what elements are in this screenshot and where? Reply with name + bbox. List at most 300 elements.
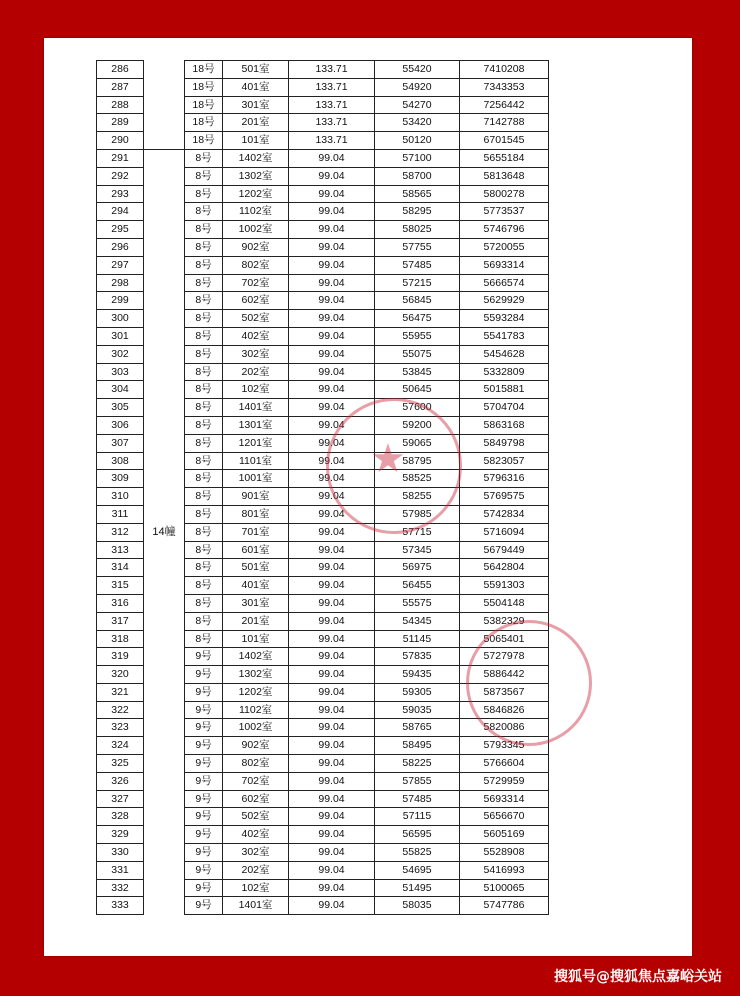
area-cell: 99.04 (289, 755, 375, 773)
unit-cell: 8号 (185, 630, 223, 648)
total-cell: 5820086 (460, 719, 549, 737)
seq-cell: 311 (97, 505, 144, 523)
room-cell: 601室 (223, 541, 289, 559)
unit-cell: 8号 (185, 149, 223, 167)
seq-cell: 290 (97, 132, 144, 150)
area-cell: 99.04 (289, 559, 375, 577)
room-cell: 401室 (223, 577, 289, 595)
unit-cell: 8号 (185, 452, 223, 470)
room-cell: 201室 (223, 612, 289, 630)
building-cell (144, 78, 185, 96)
total-cell: 5504148 (460, 594, 549, 612)
total-cell: 5727978 (460, 648, 549, 666)
area-cell: 99.04 (289, 666, 375, 684)
area-cell: 99.04 (289, 844, 375, 862)
area-cell: 133.71 (289, 96, 375, 114)
unit-cell: 8号 (185, 488, 223, 506)
area-cell: 133.71 (289, 114, 375, 132)
price-cell: 55825 (375, 844, 460, 862)
room-cell: 702室 (223, 274, 289, 292)
unit-cell: 8号 (185, 363, 223, 381)
price-cell: 57215 (375, 274, 460, 292)
unit-cell: 8号 (185, 577, 223, 595)
total-cell: 5863168 (460, 416, 549, 434)
area-cell: 99.04 (289, 167, 375, 185)
seq-cell: 293 (97, 185, 144, 203)
area-cell: 99.04 (289, 683, 375, 701)
area-cell: 99.04 (289, 737, 375, 755)
price-cell: 53845 (375, 363, 460, 381)
price-cell: 59200 (375, 416, 460, 434)
seq-cell: 307 (97, 434, 144, 452)
room-cell: 302室 (223, 345, 289, 363)
price-cell: 58495 (375, 737, 460, 755)
price-cell: 59435 (375, 666, 460, 684)
room-cell: 1402室 (223, 149, 289, 167)
seq-cell: 329 (97, 826, 144, 844)
room-cell: 701室 (223, 523, 289, 541)
total-cell: 5666574 (460, 274, 549, 292)
total-cell: 5766604 (460, 755, 549, 773)
table-row (97, 78, 549, 96)
total-cell: 5382329 (460, 612, 549, 630)
seq-cell: 320 (97, 666, 144, 684)
area-cell: 99.04 (289, 861, 375, 879)
unit-cell: 9号 (185, 701, 223, 719)
total-cell: 6701545 (460, 132, 549, 150)
seq-cell: 328 (97, 808, 144, 826)
unit-cell: 9号 (185, 737, 223, 755)
total-cell: 5454628 (460, 345, 549, 363)
area-cell: 133.71 (289, 132, 375, 150)
building-cell (144, 61, 185, 79)
room-cell: 802室 (223, 256, 289, 274)
building-cell (144, 114, 185, 132)
total-cell: 5846826 (460, 701, 549, 719)
area-cell: 133.71 (289, 78, 375, 96)
seq-cell: 317 (97, 612, 144, 630)
total-cell: 5886442 (460, 666, 549, 684)
price-cell: 54920 (375, 78, 460, 96)
watermark: 搜狐号@搜狐焦点嘉峪关站 (554, 969, 722, 985)
area-cell: 99.04 (289, 612, 375, 630)
seq-cell: 308 (97, 452, 144, 470)
price-cell: 55420 (375, 61, 460, 79)
unit-cell: 8号 (185, 203, 223, 221)
seq-cell: 312 (97, 523, 144, 541)
total-cell: 5742834 (460, 505, 549, 523)
area-cell: 99.04 (289, 327, 375, 345)
price-cell: 57715 (375, 523, 460, 541)
area-cell: 99.04 (289, 808, 375, 826)
area-cell: 99.04 (289, 826, 375, 844)
table-row (97, 96, 549, 114)
total-cell: 5773537 (460, 203, 549, 221)
room-cell: 902室 (223, 737, 289, 755)
price-cell: 58255 (375, 488, 460, 506)
total-cell: 5720055 (460, 238, 549, 256)
unit-cell: 9号 (185, 666, 223, 684)
unit-cell: 9号 (185, 808, 223, 826)
area-cell: 99.04 (289, 399, 375, 417)
room-cell: 301室 (223, 594, 289, 612)
unit-cell: 8号 (185, 416, 223, 434)
seq-cell: 289 (97, 114, 144, 132)
price-cell: 58035 (375, 897, 460, 915)
total-cell: 5746796 (460, 221, 549, 239)
room-cell: 401室 (223, 78, 289, 96)
price-cell: 57755 (375, 238, 460, 256)
room-cell: 402室 (223, 327, 289, 345)
seq-cell: 324 (97, 737, 144, 755)
unit-cell: 9号 (185, 755, 223, 773)
seq-cell: 299 (97, 292, 144, 310)
area-cell: 99.04 (289, 221, 375, 239)
total-cell: 5593284 (460, 310, 549, 328)
total-cell: 5769575 (460, 488, 549, 506)
unit-cell: 9号 (185, 648, 223, 666)
price-cell: 59065 (375, 434, 460, 452)
seq-cell: 304 (97, 381, 144, 399)
unit-cell: 8号 (185, 434, 223, 452)
price-cell: 56845 (375, 292, 460, 310)
unit-cell: 18号 (185, 78, 223, 96)
seq-cell: 315 (97, 577, 144, 595)
total-cell: 7142788 (460, 114, 549, 132)
seq-cell: 302 (97, 345, 144, 363)
seq-cell: 292 (97, 167, 144, 185)
total-cell: 7256442 (460, 96, 549, 114)
price-cell: 58765 (375, 719, 460, 737)
unit-cell: 18号 (185, 96, 223, 114)
price-cell: 54695 (375, 861, 460, 879)
price-cell: 56975 (375, 559, 460, 577)
price-cell: 55955 (375, 327, 460, 345)
total-cell: 5591303 (460, 577, 549, 595)
room-cell: 501室 (223, 559, 289, 577)
seal-star-icon: ★ (370, 436, 406, 482)
unit-cell: 8号 (185, 238, 223, 256)
area-cell: 99.04 (289, 594, 375, 612)
room-cell: 802室 (223, 755, 289, 773)
seq-cell: 314 (97, 559, 144, 577)
price-cell: 57485 (375, 790, 460, 808)
area-cell: 133.71 (289, 61, 375, 79)
unit-cell: 9号 (185, 844, 223, 862)
unit-cell: 8号 (185, 541, 223, 559)
price-cell: 57485 (375, 256, 460, 274)
seq-cell: 288 (97, 96, 144, 114)
seq-cell: 286 (97, 61, 144, 79)
total-cell: 5800278 (460, 185, 549, 203)
price-table (96, 60, 549, 915)
room-cell: 1202室 (223, 185, 289, 203)
room-cell: 402室 (223, 826, 289, 844)
price-cell: 58525 (375, 470, 460, 488)
seq-cell: 301 (97, 327, 144, 345)
total-cell: 5541783 (460, 327, 549, 345)
room-cell: 102室 (223, 879, 289, 897)
unit-cell: 9号 (185, 826, 223, 844)
room-cell: 301室 (223, 96, 289, 114)
room-cell: 101室 (223, 630, 289, 648)
room-cell: 1302室 (223, 167, 289, 185)
seq-cell: 306 (97, 416, 144, 434)
unit-cell: 9号 (185, 683, 223, 701)
price-cell: 50645 (375, 381, 460, 399)
seq-cell: 305 (97, 399, 144, 417)
unit-cell: 8号 (185, 523, 223, 541)
price-cell: 58025 (375, 221, 460, 239)
price-cell: 54270 (375, 96, 460, 114)
seq-cell: 295 (97, 221, 144, 239)
seq-cell: 327 (97, 790, 144, 808)
room-cell: 1402室 (223, 648, 289, 666)
seq-cell: 333 (97, 897, 144, 915)
price-cell: 58295 (375, 203, 460, 221)
total-cell: 5655184 (460, 149, 549, 167)
unit-cell: 8号 (185, 327, 223, 345)
room-cell: 901室 (223, 488, 289, 506)
total-cell: 5416993 (460, 861, 549, 879)
room-cell: 1102室 (223, 701, 289, 719)
unit-cell: 9号 (185, 790, 223, 808)
unit-cell: 8号 (185, 505, 223, 523)
area-cell: 99.04 (289, 897, 375, 915)
room-cell: 1201室 (223, 434, 289, 452)
area-cell: 99.04 (289, 256, 375, 274)
area-cell: 99.04 (289, 149, 375, 167)
total-cell: 5793345 (460, 737, 549, 755)
total-cell: 5849798 (460, 434, 549, 452)
seq-cell: 294 (97, 203, 144, 221)
area-cell: 99.04 (289, 630, 375, 648)
price-cell: 57835 (375, 648, 460, 666)
area-cell: 99.04 (289, 523, 375, 541)
total-cell: 5813648 (460, 167, 549, 185)
total-cell: 5065401 (460, 630, 549, 648)
room-cell: 202室 (223, 363, 289, 381)
seq-cell: 330 (97, 844, 144, 862)
unit-cell: 9号 (185, 861, 223, 879)
price-cell: 55575 (375, 594, 460, 612)
room-cell: 1102室 (223, 203, 289, 221)
room-cell: 102室 (223, 381, 289, 399)
total-cell: 5747786 (460, 897, 549, 915)
room-cell: 1401室 (223, 897, 289, 915)
unit-cell: 9号 (185, 772, 223, 790)
area-cell: 99.04 (289, 879, 375, 897)
seq-cell: 331 (97, 861, 144, 879)
total-cell: 5332809 (460, 363, 549, 381)
total-cell: 5015881 (460, 381, 549, 399)
room-cell: 602室 (223, 292, 289, 310)
room-cell: 702室 (223, 772, 289, 790)
seq-cell: 310 (97, 488, 144, 506)
area-cell: 99.04 (289, 772, 375, 790)
total-cell: 5629929 (460, 292, 549, 310)
total-cell: 7410208 (460, 61, 549, 79)
price-cell: 56595 (375, 826, 460, 844)
area-cell: 99.04 (289, 434, 375, 452)
room-cell: 1002室 (223, 719, 289, 737)
area-cell: 99.04 (289, 363, 375, 381)
unit-cell: 8号 (185, 185, 223, 203)
seq-cell: 316 (97, 594, 144, 612)
total-cell: 5693314 (460, 790, 549, 808)
room-cell: 202室 (223, 861, 289, 879)
seq-cell: 313 (97, 541, 144, 559)
area-cell: 99.04 (289, 310, 375, 328)
seq-cell: 326 (97, 772, 144, 790)
unit-cell: 18号 (185, 61, 223, 79)
price-cell: 50120 (375, 132, 460, 150)
seq-cell: 291 (97, 149, 144, 167)
price-cell: 58225 (375, 755, 460, 773)
room-cell: 1202室 (223, 683, 289, 701)
building-cell (144, 96, 185, 114)
area-cell: 99.04 (289, 381, 375, 399)
seq-cell: 298 (97, 274, 144, 292)
unit-cell: 8号 (185, 470, 223, 488)
price-cell: 51145 (375, 630, 460, 648)
seq-cell: 319 (97, 648, 144, 666)
unit-cell: 8号 (185, 167, 223, 185)
price-cell: 57985 (375, 505, 460, 523)
price-cell: 58795 (375, 452, 460, 470)
area-cell: 99.04 (289, 470, 375, 488)
unit-cell: 18号 (185, 114, 223, 132)
price-cell: 51495 (375, 879, 460, 897)
area-cell: 99.04 (289, 541, 375, 559)
area-cell: 99.04 (289, 452, 375, 470)
price-cell: 57600 (375, 399, 460, 417)
unit-cell: 9号 (185, 879, 223, 897)
total-cell: 5642804 (460, 559, 549, 577)
seq-cell: 325 (97, 755, 144, 773)
unit-cell: 8号 (185, 345, 223, 363)
seq-cell: 309 (97, 470, 144, 488)
area-cell: 99.04 (289, 238, 375, 256)
unit-cell: 8号 (185, 310, 223, 328)
price-cell: 57115 (375, 808, 460, 826)
area-cell: 99.04 (289, 719, 375, 737)
area-cell: 99.04 (289, 203, 375, 221)
seq-cell: 323 (97, 719, 144, 737)
total-cell: 5679449 (460, 541, 549, 559)
unit-cell: 9号 (185, 719, 223, 737)
room-cell: 801室 (223, 505, 289, 523)
area-cell: 99.04 (289, 701, 375, 719)
room-cell: 101室 (223, 132, 289, 150)
unit-cell: 8号 (185, 612, 223, 630)
room-cell: 502室 (223, 310, 289, 328)
total-cell: 5704704 (460, 399, 549, 417)
price-cell: 53420 (375, 114, 460, 132)
room-cell: 1301室 (223, 416, 289, 434)
area-cell: 99.04 (289, 505, 375, 523)
seq-cell: 303 (97, 363, 144, 381)
total-cell: 5100065 (460, 879, 549, 897)
price-cell: 56475 (375, 310, 460, 328)
seq-cell: 296 (97, 238, 144, 256)
unit-cell: 8号 (185, 559, 223, 577)
building-label: 14幢 (144, 149, 185, 914)
room-cell: 1002室 (223, 221, 289, 239)
total-cell: 5693314 (460, 256, 549, 274)
unit-cell: 8号 (185, 381, 223, 399)
price-cell: 57100 (375, 149, 460, 167)
price-cell: 59035 (375, 701, 460, 719)
price-cell: 58565 (375, 185, 460, 203)
area-cell: 99.04 (289, 648, 375, 666)
area-cell: 99.04 (289, 790, 375, 808)
unit-cell: 18号 (185, 132, 223, 150)
price-cell: 54345 (375, 612, 460, 630)
total-cell: 5656670 (460, 808, 549, 826)
price-cell: 56455 (375, 577, 460, 595)
price-cell: 59305 (375, 683, 460, 701)
unit-cell: 8号 (185, 399, 223, 417)
room-cell: 201室 (223, 114, 289, 132)
area-cell: 99.04 (289, 274, 375, 292)
area-cell: 99.04 (289, 488, 375, 506)
area-cell: 99.04 (289, 416, 375, 434)
seq-cell: 332 (97, 879, 144, 897)
area-cell: 99.04 (289, 345, 375, 363)
room-cell: 1101室 (223, 452, 289, 470)
table-row (97, 61, 549, 79)
seq-cell: 321 (97, 683, 144, 701)
room-cell: 1401室 (223, 399, 289, 417)
unit-cell: 8号 (185, 292, 223, 310)
seq-cell: 300 (97, 310, 144, 328)
total-cell: 5528908 (460, 844, 549, 862)
unit-cell: 8号 (185, 221, 223, 239)
total-cell: 5873567 (460, 683, 549, 701)
area-cell: 99.04 (289, 185, 375, 203)
room-cell: 502室 (223, 808, 289, 826)
room-cell: 302室 (223, 844, 289, 862)
total-cell: 5823057 (460, 452, 549, 470)
total-cell: 5729959 (460, 772, 549, 790)
seq-cell: 297 (97, 256, 144, 274)
table-row (97, 114, 549, 132)
room-cell: 602室 (223, 790, 289, 808)
price-cell: 58700 (375, 167, 460, 185)
room-cell: 1302室 (223, 666, 289, 684)
price-cell: 55075 (375, 345, 460, 363)
price-cell: 57345 (375, 541, 460, 559)
price-cell: 57855 (375, 772, 460, 790)
seq-cell: 287 (97, 78, 144, 96)
unit-cell: 8号 (185, 274, 223, 292)
total-cell: 5605169 (460, 826, 549, 844)
table-row (97, 149, 549, 167)
total-cell: 7343353 (460, 78, 549, 96)
building-cell (144, 132, 185, 150)
unit-cell: 8号 (185, 256, 223, 274)
unit-cell: 9号 (185, 897, 223, 915)
total-cell: 5716094 (460, 523, 549, 541)
room-cell: 1001室 (223, 470, 289, 488)
total-cell: 5796316 (460, 470, 549, 488)
area-cell: 99.04 (289, 577, 375, 595)
table-row (97, 132, 549, 150)
room-cell: 501室 (223, 61, 289, 79)
area-cell: 99.04 (289, 292, 375, 310)
room-cell: 902室 (223, 238, 289, 256)
